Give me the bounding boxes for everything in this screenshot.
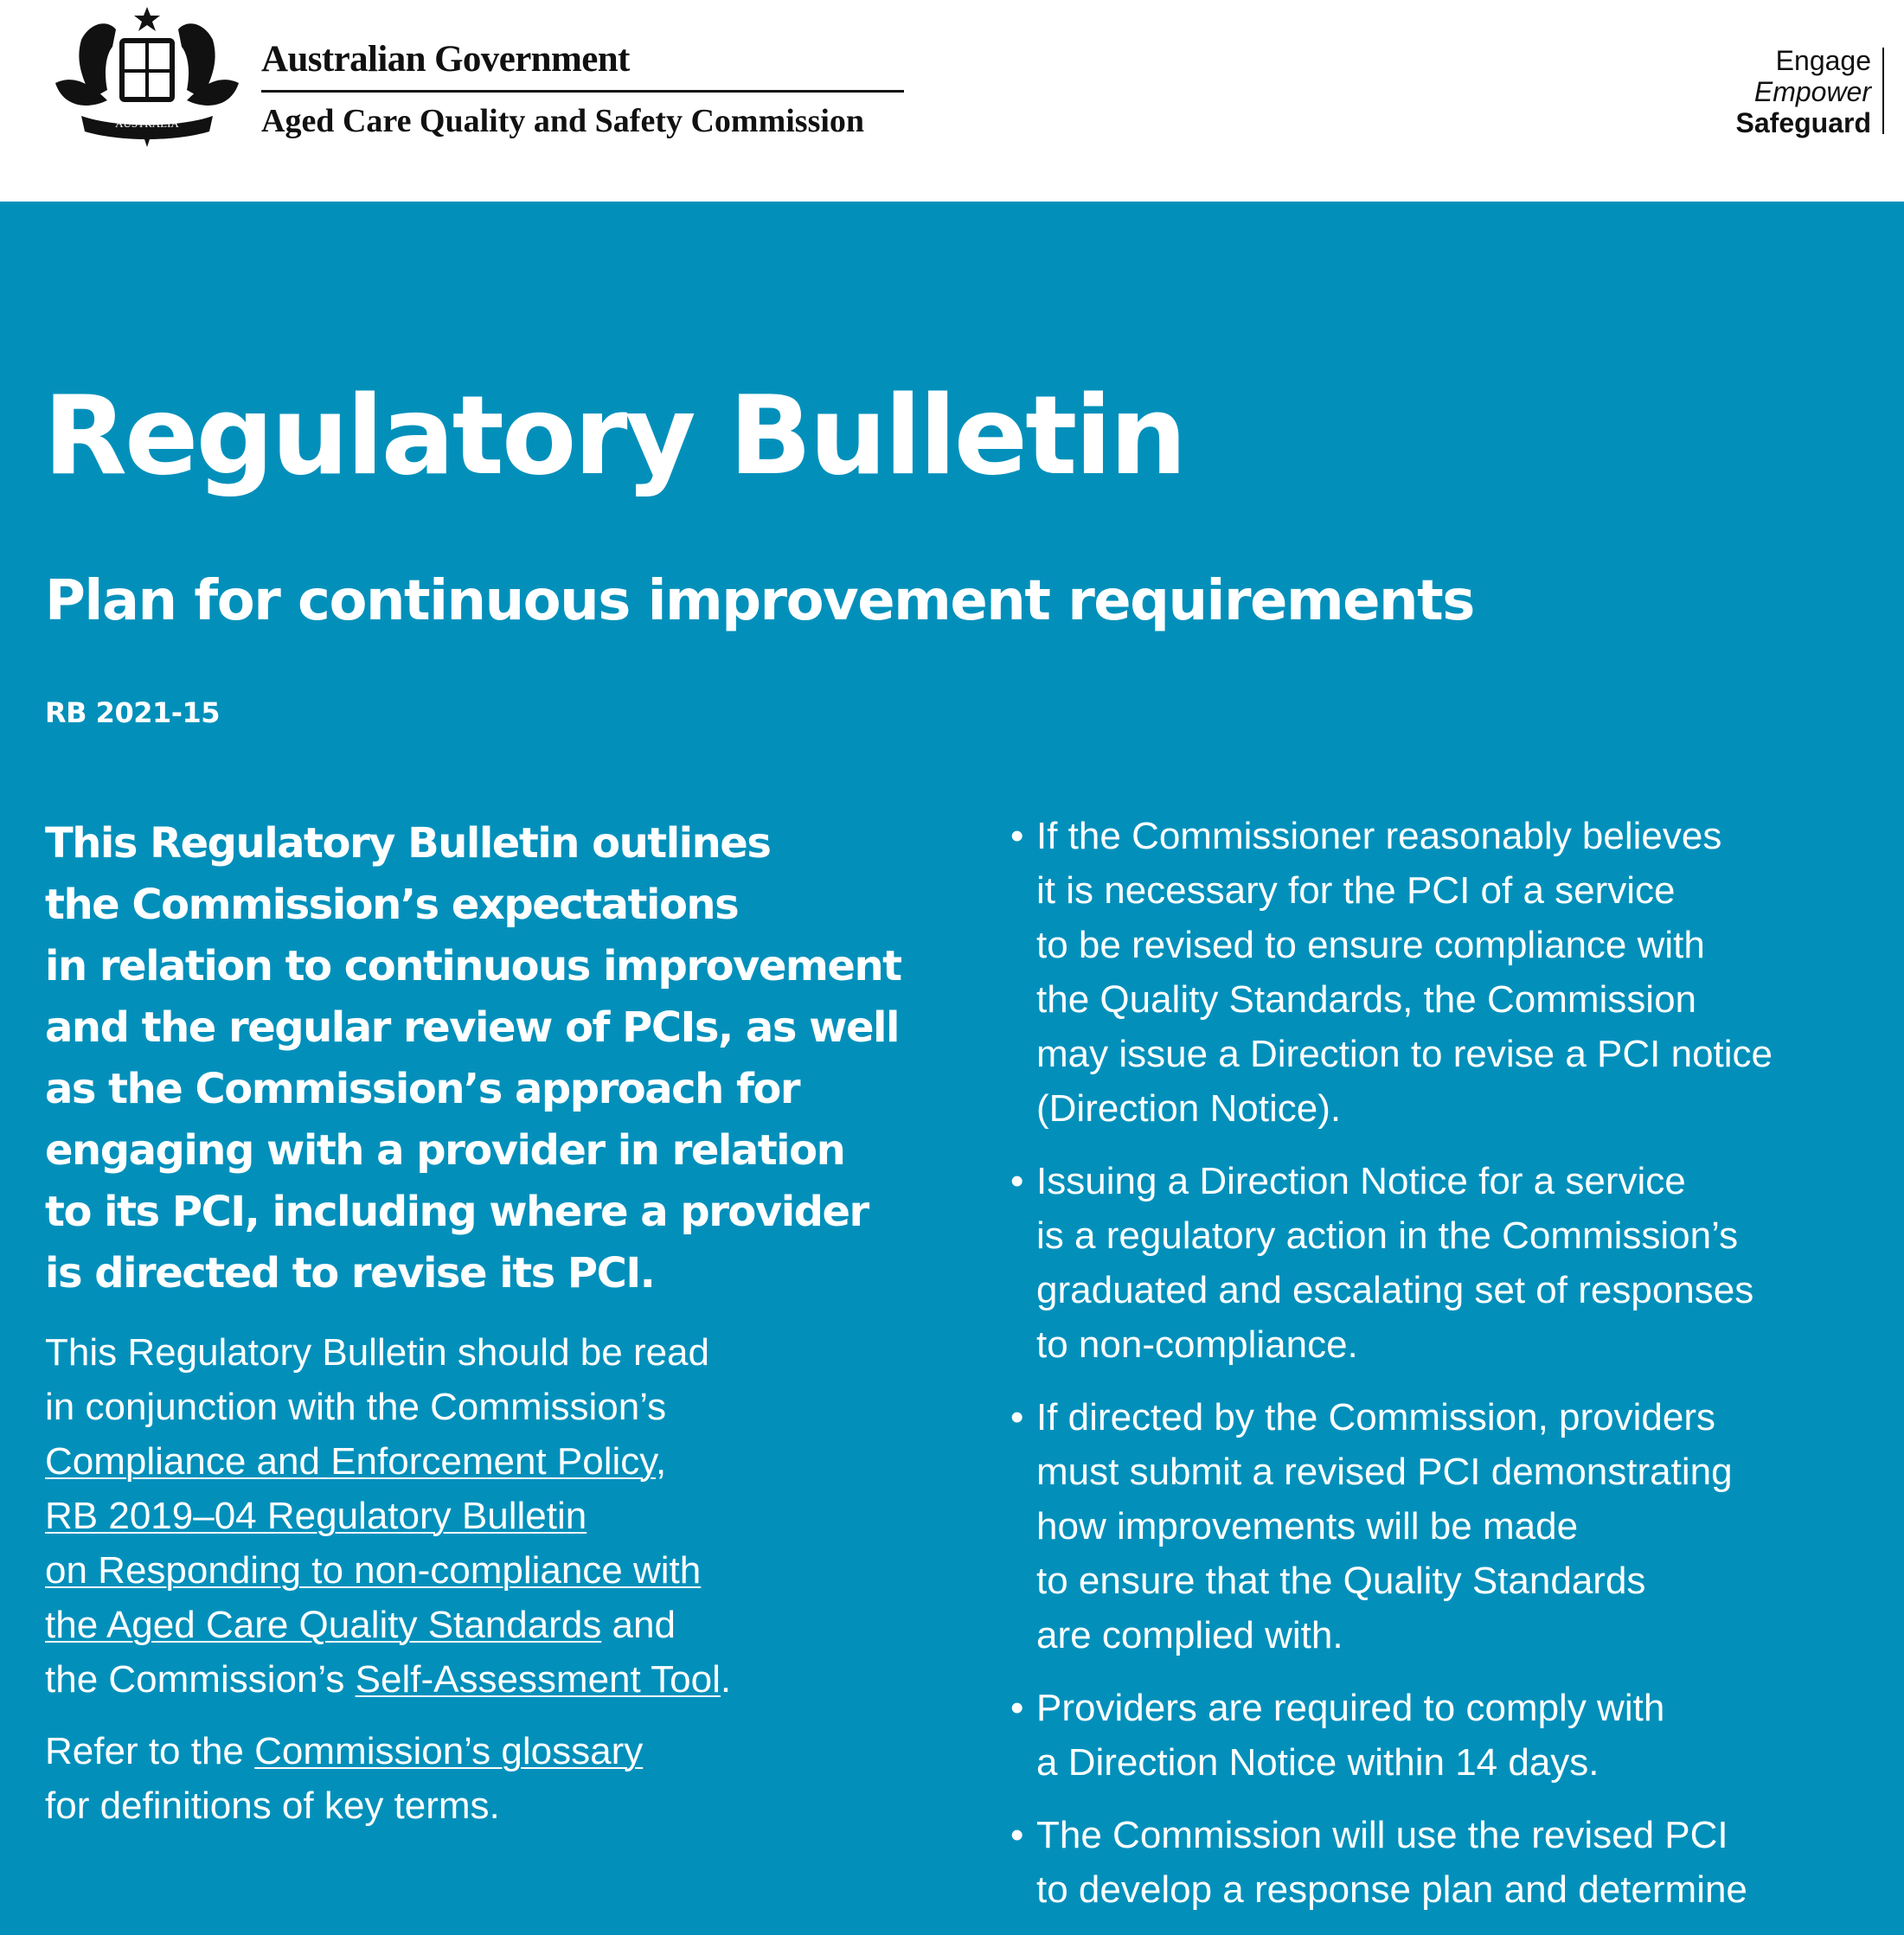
list-item-line: a Direction Notice within 14 days. bbox=[1036, 1741, 1599, 1784]
list-item-line: graduated and escalating set of responses bbox=[1036, 1269, 1754, 1311]
page-header bbox=[0, 0, 1904, 202]
paragraph-line bbox=[45, 1434, 962, 1489]
list-item-line: are complied with. bbox=[1036, 1614, 1343, 1656]
tagline bbox=[1736, 45, 1871, 138]
lead-line: and the regular review of PCIs, as well bbox=[45, 1003, 899, 1052]
header-divider bbox=[261, 90, 904, 93]
paragraph-line bbox=[45, 1598, 962, 1652]
rb-2019-04-link[interactable]: RB 2019–04 Regulatory Bulletin bbox=[45, 1495, 587, 1537]
link-suffix: , bbox=[655, 1440, 667, 1483]
compliance-policy-link[interactable]: Compliance and Enforcement Policy bbox=[45, 1440, 656, 1483]
list-item-line: The Commission will use the revised PCI bbox=[1036, 1814, 1728, 1856]
page-title: Regulatory Bulletin bbox=[43, 372, 1185, 499]
lead-line: engaging with a provider in relation bbox=[45, 1126, 845, 1175]
list-item-line: must submit a revised PCI demonstrating bbox=[1036, 1451, 1733, 1493]
link-suffix: . bbox=[720, 1658, 732, 1701]
list-item bbox=[1010, 1681, 1884, 1790]
key-points-list bbox=[1010, 809, 1884, 1935]
bullet-marker: • bbox=[1010, 1396, 1024, 1438]
paragraph-line: This Regulatory Bulletin should be read bbox=[45, 1331, 710, 1374]
list-item-line: If the Commissioner reasonably believes bbox=[1036, 815, 1722, 857]
list-item-line: the Quality Standards, the Commission bbox=[1036, 978, 1697, 1021]
list-item-line: to ensure that the Quality Standards bbox=[1036, 1560, 1646, 1602]
list-item-line: to be revised to ensure compliance with bbox=[1036, 924, 1705, 966]
bullet-marker: • bbox=[1010, 815, 1024, 857]
list-item-line: how improvements will be made bbox=[1036, 1505, 1579, 1547]
page-subtitle: Plan for continuous improvement requirements bbox=[45, 569, 1474, 633]
glossary-link[interactable]: Commission’s glossary bbox=[254, 1730, 644, 1772]
list-item-line: may issue a Direction to revise a PCI notice bbox=[1036, 1033, 1773, 1075]
bullet-marker: • bbox=[1010, 1160, 1024, 1202]
bullet-marker: • bbox=[1010, 1687, 1024, 1729]
tagline-empower: Empower bbox=[1753, 76, 1871, 107]
link-suffix: and bbox=[601, 1604, 676, 1646]
commission-name: Aged Care Quality and Safety Commission bbox=[261, 103, 865, 139]
link-prefix: Refer to the bbox=[45, 1730, 255, 1772]
rb-2019-04-link[interactable]: on Responding to non-compliance with bbox=[45, 1549, 702, 1592]
tagline-safeguard: Safeguard bbox=[1735, 107, 1871, 138]
paragraph-line: for definitions of key terms. bbox=[45, 1784, 500, 1827]
list-item bbox=[1010, 1154, 1884, 1372]
paragraph-line bbox=[45, 1543, 962, 1598]
list-item-line: Issuing a Direction Notice for a service bbox=[1036, 1160, 1686, 1202]
list-item-line: to non-compliance. bbox=[1036, 1323, 1358, 1366]
list-item-line: is a regulatory action in the Commission’s bbox=[1036, 1214, 1739, 1257]
lead-line: as the Commission’s approach for bbox=[45, 1065, 800, 1113]
paragraph-line bbox=[45, 1489, 962, 1543]
list-item-line: it is necessary for the PCI of a service bbox=[1036, 869, 1676, 912]
paragraph-line bbox=[45, 1652, 962, 1707]
lead-line: to its PCI, including where a provider bbox=[45, 1188, 869, 1236]
list-item bbox=[1010, 1390, 1884, 1663]
link-prefix: the Commission’s bbox=[45, 1658, 356, 1701]
paragraph-line: in conjunction with the Commission’s bbox=[45, 1386, 667, 1428]
lead-line: the Commission’s expectations bbox=[45, 881, 739, 929]
glossary-paragraph bbox=[45, 1724, 962, 1833]
reading-paragraph bbox=[45, 1325, 962, 1707]
lead-line: This Regulatory Bulletin outlines bbox=[45, 819, 771, 868]
self-assessment-tool-link[interactable]: Self-Assessment Tool bbox=[355, 1658, 721, 1701]
lead-paragraph bbox=[45, 813, 962, 1304]
list-item bbox=[1010, 1808, 1884, 1917]
list-item-line: If directed by the Commission, providers bbox=[1036, 1396, 1715, 1438]
paragraph-line bbox=[45, 1724, 962, 1778]
list-item-line: to develop a response plan and determine bbox=[1036, 1868, 1747, 1911]
tagline-engage: Engage bbox=[1775, 45, 1871, 76]
rb-2019-04-link[interactable]: the Aged Care Quality Standards bbox=[45, 1604, 602, 1646]
list-item bbox=[1010, 809, 1884, 1136]
bullet-marker: • bbox=[1010, 1814, 1024, 1856]
crest-label: AUSTRALIA bbox=[115, 117, 179, 130]
list-item-line: (Direction Notice). bbox=[1036, 1087, 1342, 1130]
lead-line: in relation to continuous improvement bbox=[45, 942, 901, 990]
list-item-line: Providers are required to comply with bbox=[1036, 1687, 1665, 1729]
tagline-divider bbox=[1882, 48, 1884, 134]
government-name: Australian Government bbox=[261, 39, 630, 80]
bulletin-reference: RB 2021-15 bbox=[45, 696, 221, 729]
lead-line: is directed to revise its PCI. bbox=[45, 1249, 655, 1297]
coat-of-arms-icon bbox=[47, 5, 247, 149]
